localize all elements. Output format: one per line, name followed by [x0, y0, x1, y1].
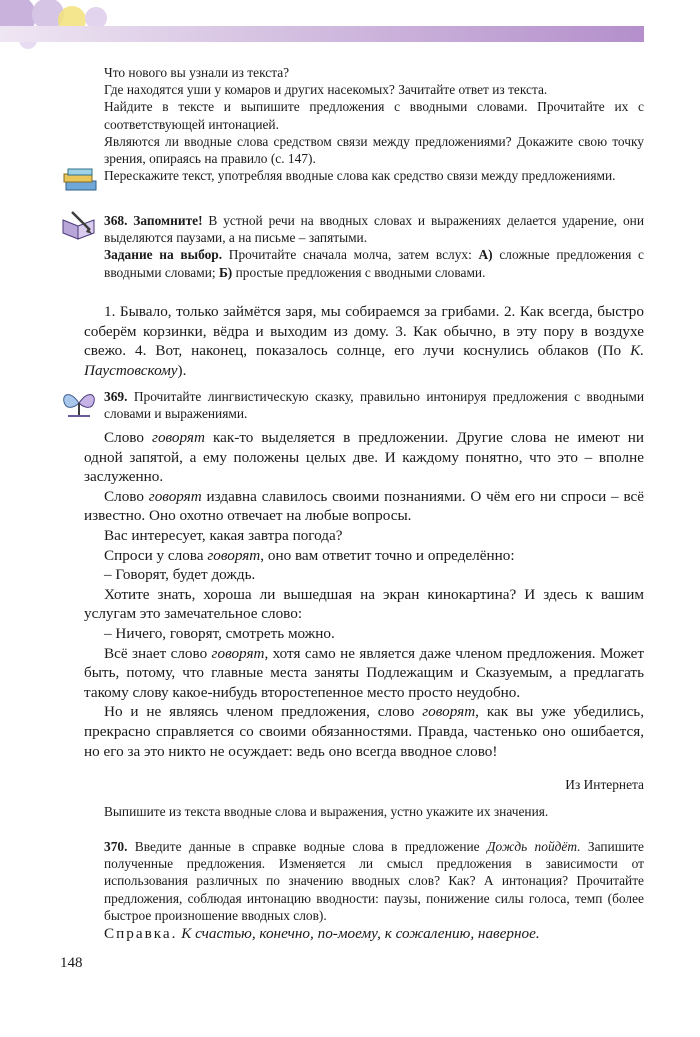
exercise-368-sentences: 1. Бывало, только займётся заря, мы собираемся за грибами. 2. Как всегда, быстро соберём корзинки, вёдра и выходим из дому. 3. Как обычно, в эту пору в воздухе свежо. 4. Вот, наконец, показалось солнце, его лучи коснулись облаков (По [84, 303, 644, 360]
exercise-370-sentence: Дождь пойдёт. [486, 839, 581, 854]
tale-paragraph-4: Спроси у слова говорят, оно вам ответит точно и определённо: [104, 546, 515, 564]
tale-paragraph-8: Всё знает слово говорят, хотя само не является даже членом предложения. Может быть, потому, что главные места заняты Подлежащим и Сказуемым, а предлагать такому слову какое-нибудь второстепенное место просто неудобно. [84, 644, 644, 701]
tale-keyword: говорят [422, 703, 476, 721]
exercise-369-number: 369. [104, 389, 128, 404]
exercise-370-text-a: Введите данные в справке водные слова в предложение [127, 839, 487, 854]
tale-keyword: говорят [207, 546, 261, 564]
tale-keyword: говорят [148, 487, 202, 505]
tale-keyword: говорят [211, 644, 265, 662]
question-3: Найдите в тексте и выпишите предложения с вводными словами. Прочитайте их с соответствующей интонацией. [104, 99, 644, 132]
exercise-368-task-label: Задание на выбор. [104, 247, 223, 263]
reference-words: К счастью, конечно, по-моему, к сожалению, наверное. [181, 925, 540, 942]
tale-source-block [104, 776, 644, 793]
tale-paragraph-7: – Ничего, говорят, смотреть можно. [104, 624, 335, 642]
header-bar [0, 26, 644, 42]
tale-paragraph-2: Слово говорят издавна славилось своими познаниями. О чём его ни спроси – всё известно. Оно охотно отвечает на любые вопросы. [84, 487, 645, 525]
exercise-370-number: 370. [104, 839, 128, 854]
exercise-369 [104, 388, 644, 422]
exercise-368-option-b-label: Б) [218, 264, 233, 280]
page-number: 148 [60, 955, 83, 971]
question-1: Что нового вы узнали из текста? [104, 65, 290, 80]
exercise-368-tail: ). [177, 361, 187, 379]
exercise-368 [104, 212, 644, 281]
exercise-368-option-a-label: А) [478, 247, 493, 263]
exercise-370 [104, 838, 644, 924]
book-stack-icon [62, 168, 98, 192]
tale-source: Из Интернета [565, 777, 644, 792]
exercise-368-text: В устной речи на вводных словах и выражениях делается ударение, они выделяются паузами, а на письме – запятыми. [104, 213, 644, 246]
tale-paragraph-1: Слово говорят как-то выделяется в предложении. Другие слова не имеют ни одной запятой, а ему положены целых две. И каждому понятно, что это – вполне заслуженно. [84, 429, 644, 486]
exercise-368-author: К. Паустовскому [84, 342, 644, 379]
pen-book-icon [60, 210, 98, 240]
exercise-368-option-a: сложные предложения с вводными словами; [104, 247, 644, 280]
question-2: Где находятся уши у комаров и других насекомых? Зачитайте ответ из текста. [104, 82, 548, 98]
tale-paragraph-6: Хотите знать, хороша ли вышедшая на экран кинокартина? И здесь к вашим услугам это замечательное слово: [84, 585, 644, 623]
exercise-368-number: 368. [104, 213, 128, 228]
tale-block [84, 428, 644, 761]
exercise-368-text-block [84, 302, 644, 380]
task-after-tale [104, 803, 644, 820]
exercise-368-option-b: простые предложения с вводными словами. [232, 264, 486, 280]
task-after-tale-text: Выпишите из текста вводные слова и выражения, устно укажите их значения. [104, 804, 549, 819]
tale-keyword: говорят [152, 429, 205, 446]
question-5: Перескажите текст, употребляя вводные слова как средство связи между предложениями. [104, 168, 616, 184]
questions-block [104, 64, 644, 184]
reference-block [84, 924, 644, 944]
reference-label: Справка. [104, 925, 178, 942]
exercise-368-lead: Запомните! [133, 213, 203, 228]
tale-paragraph-3: Вас интересует, какая завтра погода? [104, 526, 343, 544]
exercise-370-text-b: Запишите полученные предложения. Изменяется ли смысл предложения в зависимости от использования различных по значению вводных слов? Как? А интонация? Прочитайте предложения, соблюдая интонацию вводности: паузы, понижение силы голоса, темп (более быстрое произношение вводных слов). [104, 839, 644, 923]
tale-paragraph-5: – Говорят, будет дождь. [104, 566, 256, 584]
butterfly-book-icon [60, 388, 98, 418]
exercise-369-text: Прочитайте лингвистическую сказку, правильно интонируя предложения с вводными словами и выражениями. [104, 389, 644, 422]
tale-paragraph-9: Но и не являясь членом предложения, слово говорят, как вы уже убедились, прекрасно справляется со своими обязанностями. Правда, частенько оно ошибается, но его за это никто не осуждает: ведь оно всегда вводное слово! [84, 703, 644, 760]
exercise-368-task-text: Прочитайте сначала молча, затем вслух: [222, 247, 479, 263]
question-4: Являются ли вводные слова средством связи между предложениями? Докажите свою точку зрения, опираясь на правило (с. 147). [104, 133, 644, 167]
